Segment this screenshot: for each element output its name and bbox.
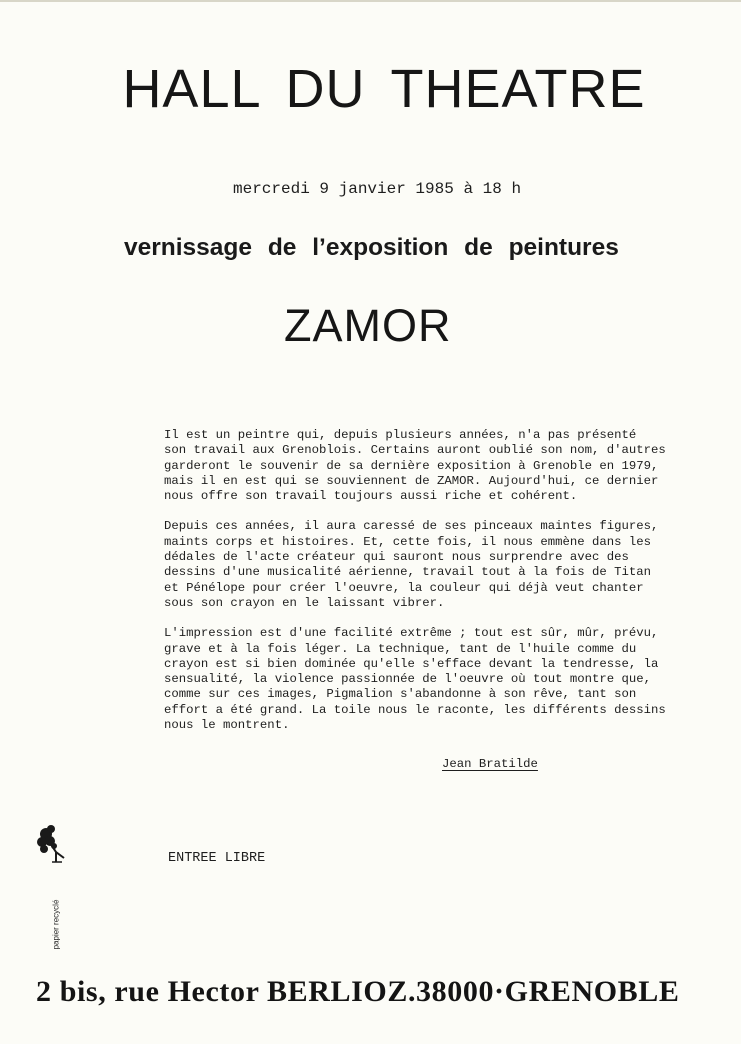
author-signature: Jean Bratilde [442,757,538,771]
paragraph-3: L'impression est d'une facilité extrême ; tout est sûr, mûr, prévu, grave et à la fois léger. La technique, tant de l'huile comme du crayon est si bien dominée qu'elle s'efface devant la tendresse, la sensualité, la violence passionnée de l'oeuvre où tout montre que, comme sur ces images, Pigmalion s'abandonne à son rêve, tant son effort a été grand. La toile nous le raconte, les différents dessins nous le montrent. [164,626,666,733]
top-edge-rule [0,0,741,2]
review-text [164,428,684,748]
venue-address: 2 bis, rue Hector BERLIOZ.38000·GRENOBLE [36,975,680,1008]
paragraph-1: Il est un peintre qui, depuis plusieurs années, n'a pas présenté son travail aux Grenoblois. Certains auront oublié son nom, d'autres garderont le souvenir de sa dernière exposition à Grenoble en 1979, mais il en est qui se souviennent de ZAMOR. Aujourd'hui, ce dernier nous offre son travail toujours aussi riche et cohérent. [164,428,666,504]
tree-icon [34,822,78,866]
recycled-paper-note: papier recyclé [51,899,61,950]
event-date: mercredi 9 janvier 1985 à 18 h [233,180,522,198]
artist-name: ZAMOR [284,300,452,351]
event-description: vernissage de l’exposition de peintures [124,234,619,261]
venue-title: HALL DU THEATRE [122,59,646,119]
paragraph-2: Depuis ces années, il aura caressé de ses pinceaux maintes figures, maints corps et histoires. Et, cette fois, il nous emmène dans les dédales de l'acte créateur qui sauront nous surprendre avec des dessins d'une musicalité aérienne, travail tout à la fois de Titan et Pénélope pour créer l'oeuvre, la couleur qui déjà veut chanter sous son crayon en le laissant vibrer. [164,519,659,610]
entry-notice: ENTREE LIBRE [168,851,266,866]
